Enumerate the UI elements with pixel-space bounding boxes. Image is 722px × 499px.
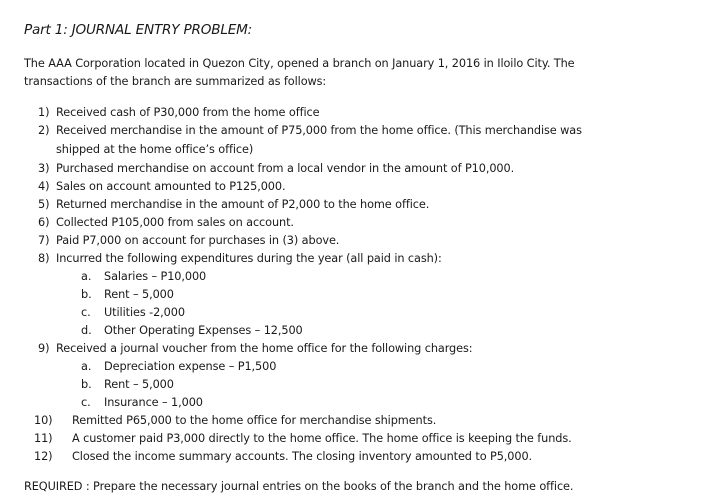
page-title: Part 1: JOURNAL ENTRY PROBLEM:: [24, 22, 253, 38]
list-item-number: 12): [34, 450, 53, 463]
intro-line-1: The AAA Corporation located in Quezon City, opened a branch on January 1, 2016 in Iloilo City. The: [24, 57, 575, 70]
list-item-number: 8): [38, 252, 50, 265]
list-item-text: A customer paid P3,000 directly to the home office. The home office is keeping the funds.: [72, 432, 572, 445]
list-item-text: Incurred the following expenditures during the year (all paid in cash):: [56, 252, 442, 265]
sub-item-text: Salaries – P10,000: [104, 270, 207, 283]
list-item-number: 11): [34, 432, 53, 445]
list-item-text: Closed the income summary accounts. The closing inventory amounted to P5,000.: [72, 450, 533, 463]
list-item-text: Paid P7,000 on account for purchases in (3) above.: [56, 234, 340, 247]
list-item-text: Purchased merchandise on account from a local vendor in the amount of P10,000.: [56, 162, 515, 175]
sub-item-text: Depreciation expense – P1,500: [104, 360, 277, 373]
sub-item-text: Utilities -2,000: [104, 306, 185, 319]
list-item-text: Received cash of P30,000 from the home office: [56, 106, 320, 119]
list-item-number: 10): [34, 414, 53, 427]
list-item-number: 5): [38, 198, 50, 211]
list-item-number: 4): [38, 180, 50, 193]
list-item-text: Collected P105,000 from sales on account.: [56, 216, 294, 229]
sub-item-letter: b.: [81, 288, 92, 301]
sub-item-letter: c.: [81, 396, 91, 409]
sub-item-text: Other Operating Expenses – 12,500: [104, 324, 303, 337]
sub-item-letter: a.: [81, 360, 92, 373]
list-item-number: 1): [38, 106, 50, 119]
sub-item-letter: b.: [81, 378, 92, 391]
sub-item-letter: c.: [81, 306, 91, 319]
sub-item-letter: a.: [81, 270, 92, 283]
required-instruction: REQUIRED : Prepare the necessary journal entries on the books of the branch and the home office.: [24, 480, 574, 493]
list-item-number: 3): [38, 162, 50, 175]
sub-item-text: Rent – 5,000: [104, 288, 174, 301]
list-item-text: Received a journal voucher from the home office for the following charges:: [56, 342, 473, 355]
list-item-number: 2): [38, 124, 50, 137]
list-item-number: 9): [38, 342, 50, 355]
list-item-text: Sales on account amounted to P125,000.: [56, 180, 286, 193]
list-item-text-continued: shipped at the home office’s office): [56, 143, 254, 156]
list-item-text: Received merchandise in the amount of P75,000 from the home office. (This merchandise was: [56, 124, 582, 137]
list-item-text: Remitted P65,000 to the home office for merchandise shipments.: [72, 414, 437, 427]
sub-item-text: Rent – 5,000: [104, 378, 174, 391]
list-item-number: 7): [38, 234, 50, 247]
intro-line-2: transactions of the branch are summarized as follows:: [24, 75, 327, 88]
list-item-number: 6): [38, 216, 50, 229]
list-item-text: Returned merchandise in the amount of P2,000 to the home office.: [56, 198, 430, 211]
sub-item-letter: d.: [81, 324, 92, 337]
sub-item-text: Insurance – 1,000: [104, 396, 203, 409]
